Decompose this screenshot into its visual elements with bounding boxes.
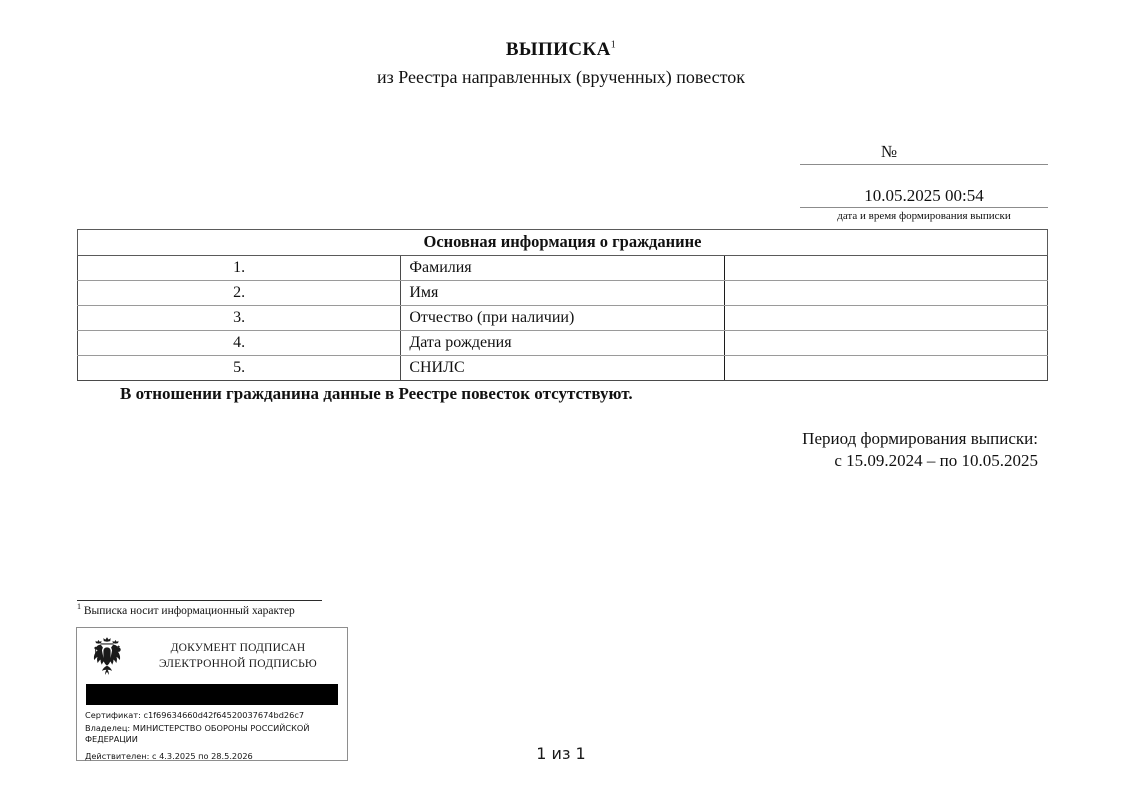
table-row — [78, 306, 1048, 331]
title-block — [0, 40, 1122, 88]
table-row — [78, 256, 1048, 281]
document-subtitle: из Реестра направленных (врученных) повесток — [376, 66, 746, 87]
number-block — [800, 142, 1048, 165]
citizen-info-table — [77, 229, 1048, 381]
redacted-bar — [86, 684, 338, 705]
footnote-text — [77, 604, 367, 618]
table-row — [78, 281, 1048, 306]
generation-datetime: 10.05.2025 00:54 — [800, 186, 1048, 208]
row-number: 3. — [78, 306, 401, 331]
row-label: Фамилия — [401, 256, 724, 281]
stamp-owner: Владелец: МИНИСТЕРСТВО ОБОРОНЫ РОССИЙСКОЙ ФЕДЕРАЦИИ — [85, 722, 310, 745]
no-records-statement: В отношении гражданина данные в Реестре повесток отсутствуют. — [120, 384, 633, 403]
table-row — [78, 356, 1048, 381]
footnote-marker: 1 — [77, 602, 81, 612]
number-label: № — [880, 142, 898, 161]
table-header-title: Основная информация о гражданине — [78, 230, 1048, 256]
generation-datetime-caption: дата и время формирования выписки — [837, 210, 1011, 222]
row-label: Отчество (при наличии) — [401, 306, 724, 331]
page-number: 1 из 1 — [536, 744, 586, 763]
footnote-body: Выписка носит информационный характер — [83, 605, 295, 617]
title-footnote-marker: 1 — [610, 39, 617, 51]
number-field[interactable] — [800, 142, 1048, 165]
russian-coat-of-arms-icon — [87, 635, 127, 679]
period-range: с 15.09.2024 – по 10.05.2025 — [834, 451, 1038, 471]
row-label: Дата рождения — [401, 331, 724, 356]
table-header-row — [78, 230, 1048, 256]
stamp-validity: Действителен: с 4.3.2025 по 28.5.2026 — [85, 750, 253, 761]
row-value[interactable] — [724, 306, 1047, 331]
row-number: 2. — [78, 281, 401, 306]
row-label: Имя — [401, 281, 724, 306]
row-number: 4. — [78, 331, 401, 356]
electronic-signature-stamp — [76, 627, 348, 761]
row-value[interactable] — [724, 331, 1047, 356]
footnote-divider — [77, 600, 322, 601]
table-body — [78, 256, 1048, 381]
document-title-text: ВЫПИСКА — [505, 39, 611, 60]
stamp-heading-line1: ДОКУМЕНТ ПОДПИСАН — [170, 642, 306, 655]
period-block — [802, 428, 1038, 473]
period-label: Период формирования выписки: — [802, 429, 1038, 448]
stamp-heading — [135, 641, 341, 672]
row-value[interactable] — [724, 356, 1047, 381]
row-value[interactable] — [724, 256, 1047, 281]
date-block — [800, 186, 1048, 223]
table-row — [78, 331, 1048, 356]
row-value[interactable] — [724, 281, 1047, 306]
row-number: 5. — [78, 356, 401, 381]
document-title — [0, 40, 1122, 61]
row-number: 1. — [78, 256, 401, 281]
row-label: СНИЛС — [401, 356, 724, 381]
stamp-certificate: Сертификат: c1f69634660d42f64520037674bd26c7 — [85, 710, 305, 720]
footnote — [77, 600, 367, 618]
stamp-header — [77, 628, 347, 683]
stamp-heading-line2: ЭЛЕКТРОННОЙ ПОДПИСЬЮ — [159, 658, 317, 670]
